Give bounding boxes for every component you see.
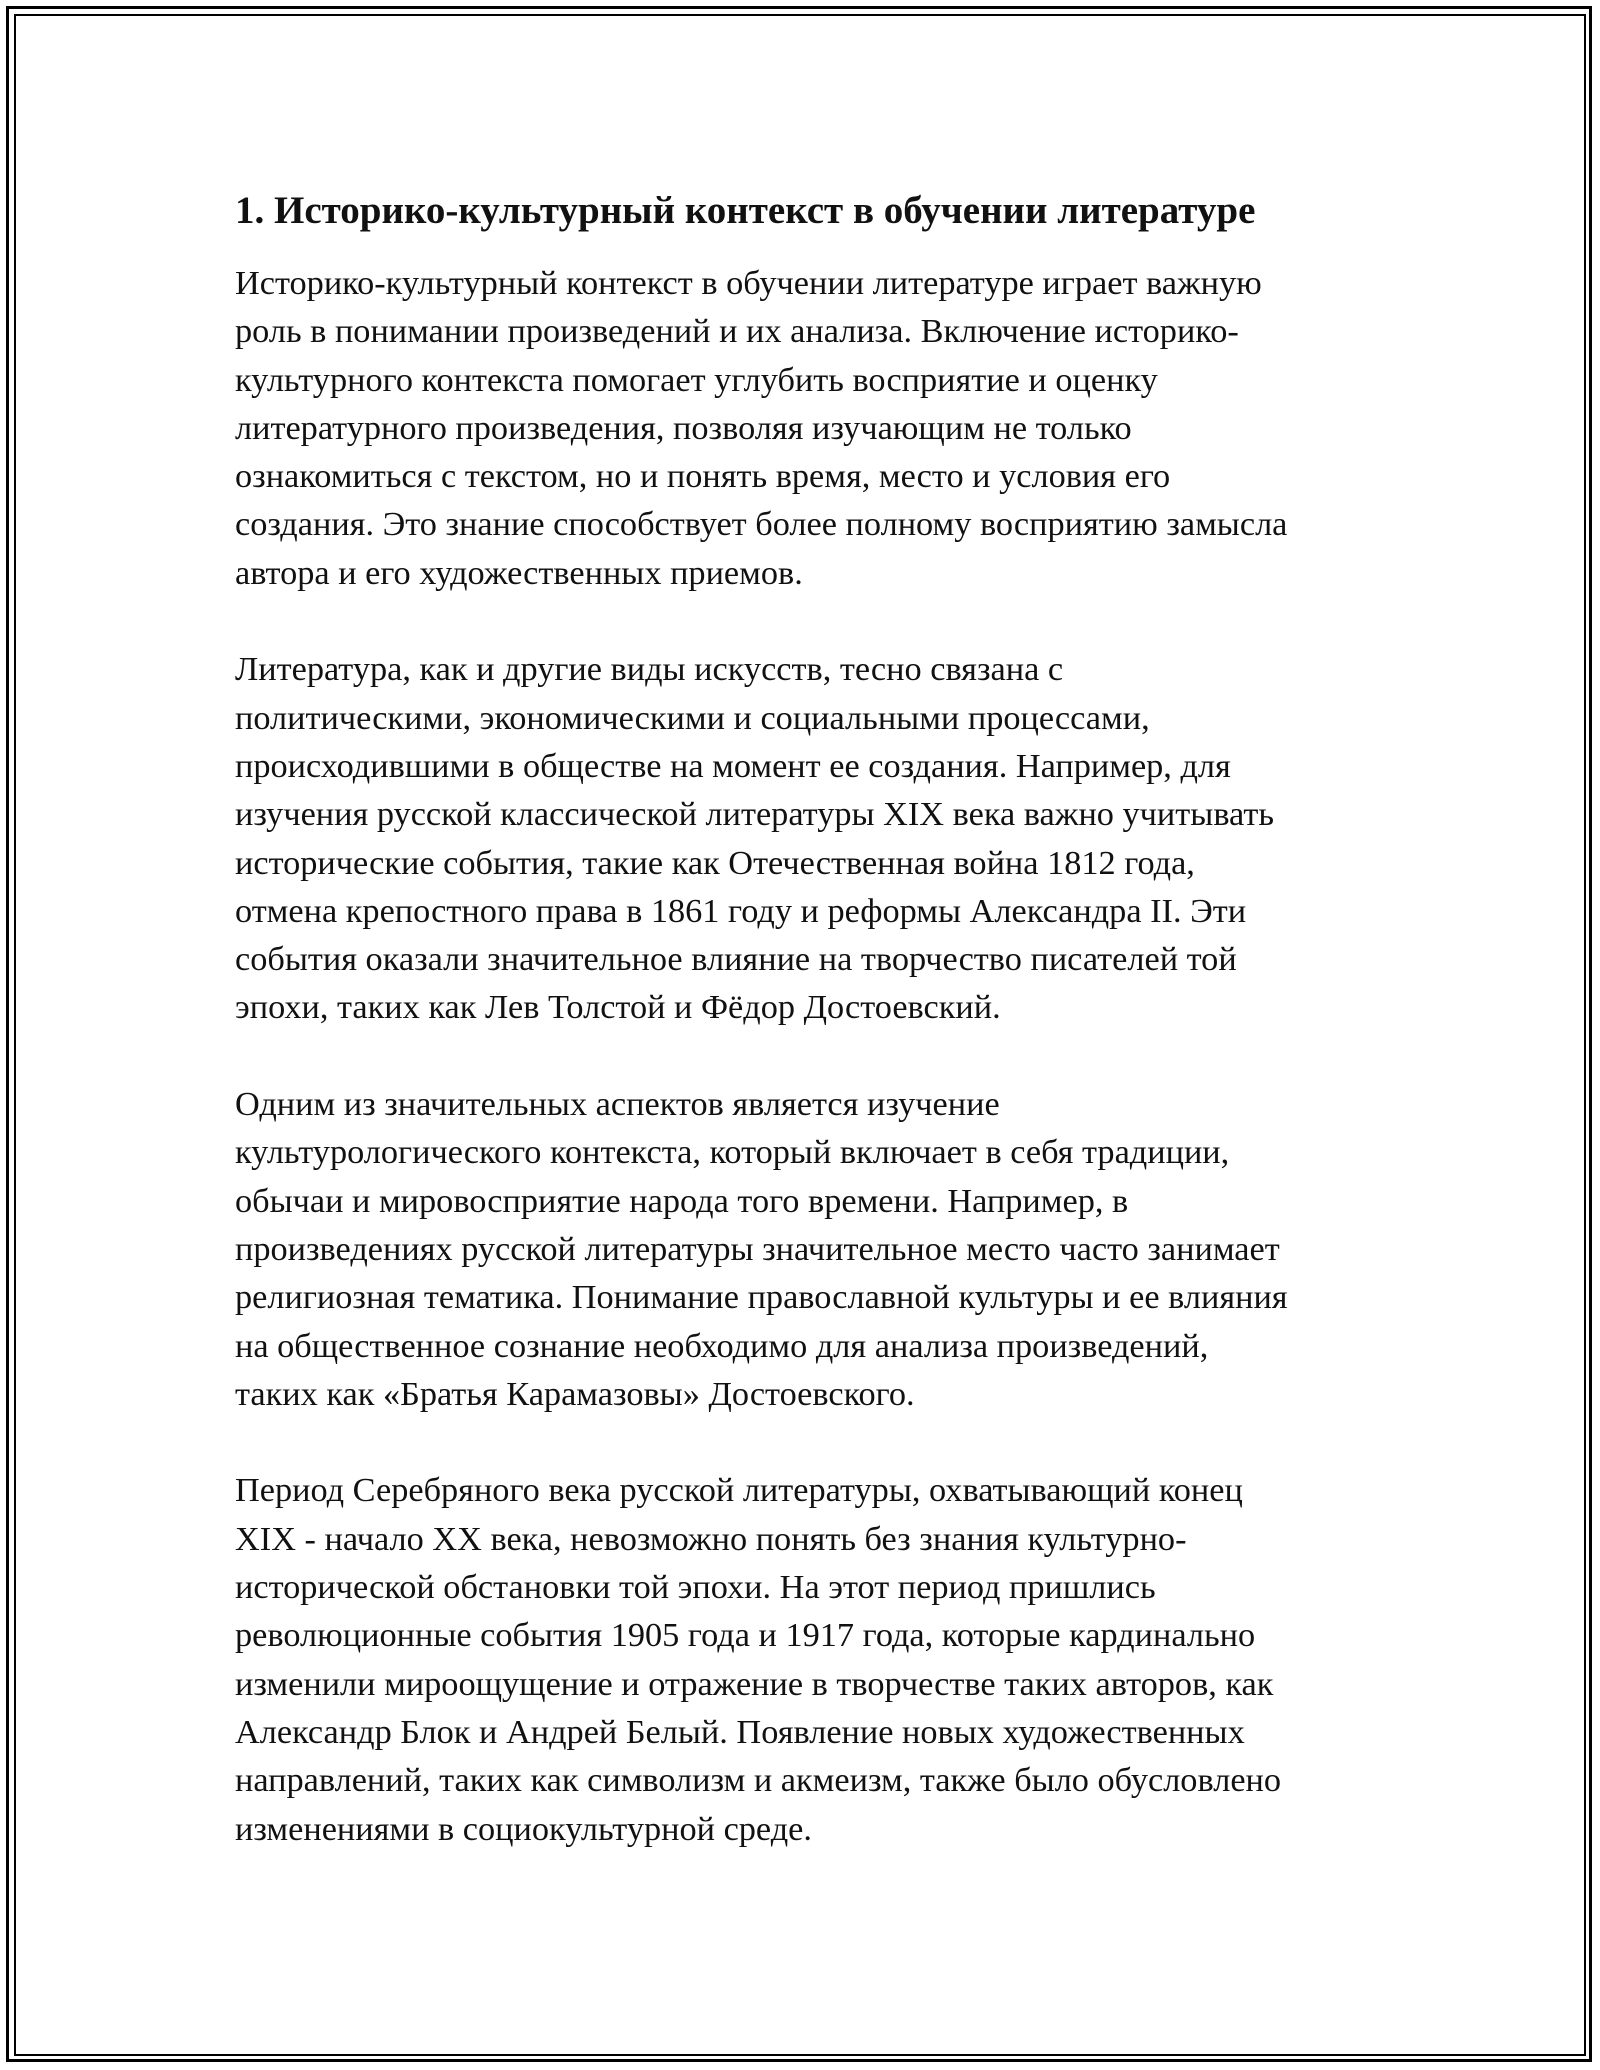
- paragraph-political-processes: Литература, как и другие виды искусств, тесно связана с политическими, экономическими и социальными процессами, происходившими в обществе на момент ее создания. Например, для изучения русской классической литературы XIX века важно учитывать исторические события, такие как Отечественная война 1812 года, отмена крепостного права в 1861 году и реформы Александра II. Эти события оказали значительное влияние на творчество писателей той эпохи, таких как Лев Толстой и Фёдор Достоевский.: [235, 650, 1275, 1027]
- paragraph-historical-context: Историко-культурный контекст в обучении литературе играет важную роль в понимании произведений и их анализа. Включение историко- культурного контекста помогает углубить восприятие и оценку литературного произведения, позволяя изучающим не только ознакомиться с текстом, но и понять время, место и условия его создания. Это знание способствует более полному восприятию замысла автора и его художественных приемов.: [235, 264, 1288, 592]
- section-title: 1. Историко-культурный контекст в обучении литературе: [235, 189, 1256, 232]
- paragraph-culturological-context: Одним из значительных аспектов является изучение культурологического контекста, который включает в себя традиции, обычаи и мировосприятие народа того времени. Например, в произведениях русской литературы значительное место часто занимает религиозная тематика. Понимание православной культуры и ее влияния на общественное сознание необходимо для анализа произведений, таких как «Братья Карамазовы» Достоевского.: [235, 1085, 1288, 1413]
- paragraph-silver-age: Период Серебряного века русской литературы, охватывающий конец XIX - начало XX века, невозможно понять без знания культурно- исторической обстановки той эпохи. На этот период пришлись революционные события 1905 года и 1917 года, которые кардинально изменили мироощущение и отражение в творчестве таких авторов, как Александр Блок и Андрей Белый. Появление новых художественных направлений, таких как символизм и акмеизм, также было обусловлено изменениями в социокультурной среде.: [235, 1471, 1282, 1848]
- document-body: [235, 185, 1375, 1901]
